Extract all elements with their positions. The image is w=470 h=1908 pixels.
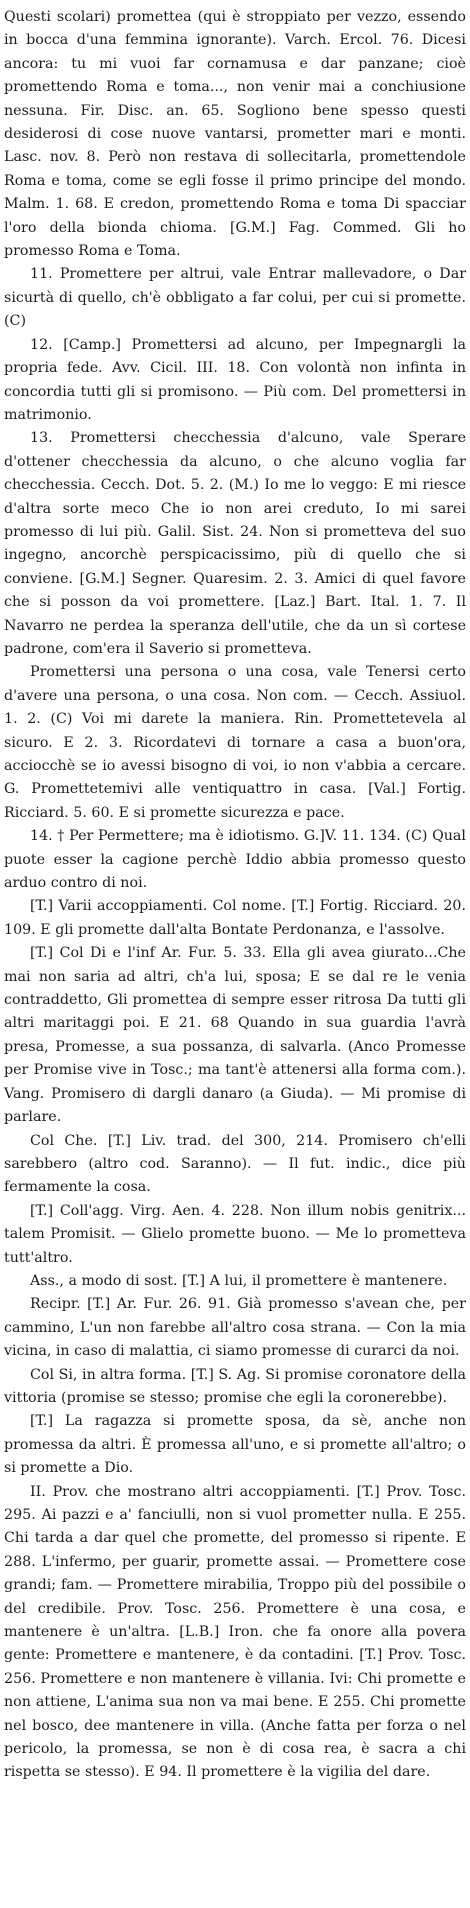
- paragraph-8: [T.] Col Di e l'inf Ar. Fur. 5. 33. Ella gli avea giurato...Che mai non saria ad altri, ch'a lui, sposa; E se dal re le venia contraddetto, Gli promettea di sempre esser ritrosa Da tutti gli altri maritaggi poi. E 21. 68 Quando in sua guardia l'avrà presa, Promesse, a sua possanza, di salvarla. (Anco Promesse per Promise vive in Tosc.; ma tant'è attenersi alla forma com.). Vang. Promisero di dargli danaro (a Giuda). — Mi promise di parlare.: [4, 945, 466, 1126]
- paragraph-11: Ass., a modo di sost. [T.] A lui, il promettere è mantenere.: [30, 1272, 448, 1289]
- paragraph-12: Recipr. [T.] Ar. Fur. 26. 91. Già promesso s'avean che, per cammino, L'un non farebbe all'altro cosa strana. — Con la mia vicina, in caso di malattia, ci siamo promesse di curarci da noi.: [4, 1296, 466, 1360]
- paragraph-4: 13. Promettersi checchessia d'alcuno, vale Sperare d'ottener checchessia da alcuno, o che alcuno voglia far checchessia. Cecch. Dot. 5. 2. (M.) Io me lo veggo: E mi riesce d'altra sorte meco Che io non arei creduto, Io mi sarei promesso di lui più. Galil. Sist. 24. Non si prometteva del suo ingegno, ancorchè perspicacissimo, più di quello che si conviene. [G.M.] Segner. Quaresim. 2. 3. Amici di quel favore che si posson da voi promettere. [Laz.] Bart. Ital. 1. 7. Il Navarro ne perdea la speranza dell'utile, che da un sì cortese padrone, com'era il Saverio si prometteva.: [4, 430, 466, 657]
- paragraph-5: Promettersi una persona o una cosa, vale Tenersi certo d'avere una persona, o una cosa. Non com. — Cecch. Assiuol. 1. 2. (C) Voi mi darete la maniera. Rin. Promettetevela al sicuro. E 2. 3. Ricordatevi di tornare a casa a buon'ora, acciocchè se io avessi bisogno di voi, io non v'abbia a cercare. G. Promettetemivi alle ventiquattro in casa. [Val.] Fortig. Ricciard. 5. 60. E si promette sicurezza e pace.: [4, 664, 466, 821]
- paragraph-3: 12. [Camp.] Promettersi ad alcuno, per Impegnargli la propria fede. Avv. Cicil. III. 18. Con volontà non infinta in concordia tutti gli si promisono. — Più com. Del promettersi in matrimonio.: [4, 336, 466, 423]
- paragraph-7: [T.] Varii accoppiamenti. Col nome. [T.] Fortig. Ricciard. 20. 109. E gli promette dall'alta Bontate Perdonanza, e l'assolve.: [4, 898, 466, 938]
- paragraph-1: Questi scolari) promettea (qui è stroppiato per vezzo, essendo in bocca d'una femmina ignorante). Varch. Ercol. 76. Dicesi ancora: tu mi vuoi far cornamusa e dar panzane; cioè promettendo Roma e toma..., non venir mai a conchiusione nessuna. Fir. Disc. an. 65. Sogliono bene spesso questi desiderosi di cose nuove vantarsi, prometter mari e monti. Lasc. nov. 8. Però non restava di sollecitarla, promettendole Roma e toma, come se egli fosse il primo principe del mondo. Malm. 1. 68. E credon, promettendo Roma e toma Di spacciar l'oro della bionda chioma. [G.M.] Fag. Commed. Gli ho promesso Roma e Toma.: [4, 9, 466, 260]
- paragraph-15: II. Prov. che mostrano altri accoppiamenti. [T.] Prov. Tosc. 295. Ai pazzi e a' fanciulli, non si vuol prometter nulla. E 255. Chi tarda a dar quel che promette, del promesso si ripente. E 288. L'infermo, per guarir, promette assai. — Promettere cose grandi; fam. — Promettere mirabilia, Troppo più del possibile o del credibile. Prov. Tosc. 256. Promettere è una cosa, e mantenere è un'altra. [L.B.] Iron. che fa onore alla povera gente: Promettere e mantenere, è da contadini. [T.] Prov. Tosc. 256. Promettere e non mantenere è villania. Ivi: Chi promette e non attiene, L'anima sua non va mai bene. E 255. Chi promette nel bosco, dee mantenere in villa. (Anche fatta per forza o nel pericolo, la promessa, se non è di cosa rea, è sacra a chi rispetta se stesso). E 94. Il promettere è la vigilia del dare.: [4, 1483, 466, 1781]
- paragraph-2: 11. Promettere per altrui, vale Entrar mallevadore, o Dar sicurtà di quello, ch'è obbligato a far colui, per cui si promette. (C): [4, 266, 466, 330]
- paragraph-6: 14. † Per Permettere; ma è idiotismo. G.]V. 11. 134. (C) Qual puote esser la cagione perchè Iddio abbia promesso questo arduo contro di noi.: [4, 828, 466, 892]
- paragraph-14: [T.] La ragazza si promette sposa, da sè, anche non promessa da altri. È promessa all'uno, e si promette all'altro; o si promette a Dio.: [4, 1413, 466, 1477]
- paragraph-10: [T.] Coll'agg. Virg. Aen. 4. 228. Non illum nobis genitrix... talem Promisit. — Glielo promette buono. — Me lo prometteva tutt'altro.: [4, 1202, 466, 1266]
- paragraph-13: Col Si, in altra forma. [T.] S. Ag. Si promise coronatore della vittoria (promise se stesso; promise che egli la coronerebbe).: [4, 1366, 466, 1406]
- paragraph-9: Col Che. [T.] Liv. trad. del 300, 214. Promisero ch'elli sarebbero (altro cod. Saranno). — Il fut. indic., dice più fermamente la cosa.: [4, 1132, 466, 1196]
